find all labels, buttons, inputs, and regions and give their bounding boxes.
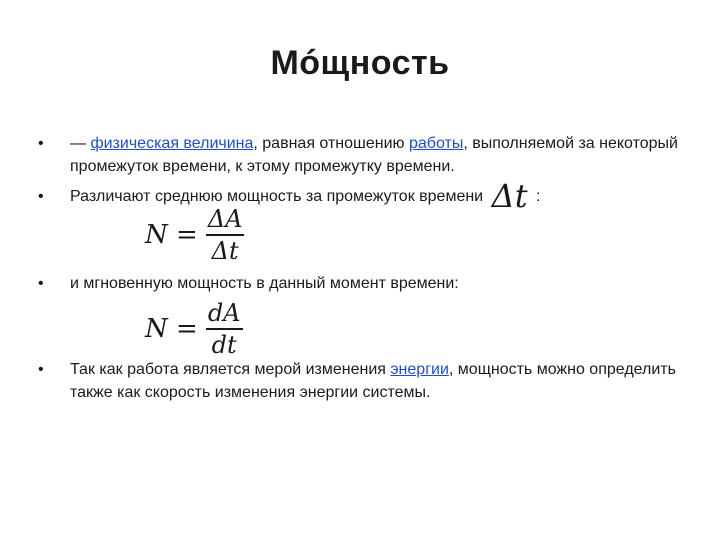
formula-lhs: N = [145,314,198,344]
formula-average-power [145,204,244,266]
formula-numerator: dA [207,299,241,327]
delta-t-symbol: Δt [491,177,528,215]
average-power-text: Различают среднюю мощность за промежуток времени [70,188,484,205]
instant-power-text: и мгновенную мощность в данный момент времени: [70,275,459,292]
energy-prefix: Так как работа является мерой изменения [70,361,391,378]
bullet-marker: • [38,361,44,378]
definition-prefix: — [70,135,91,152]
link-work[interactable]: работы [408,135,464,152]
formula-denominator: dt [211,331,237,359]
definition-suffix: , выполняемой за некоторый промежуток времени, к этому промежутку времени. [70,135,678,175]
bullet-definition [38,132,680,178]
formula-numerator: ΔA [207,205,243,233]
formula-fraction [206,298,243,360]
formula-lhs: N = [145,220,198,250]
link-physical-quantity[interactable]: физическая величина [90,135,254,152]
bullet-instant-power [38,272,680,295]
bullet-marker: • [38,188,44,205]
definition-middle: , равная отношению [253,135,409,152]
formula-fraction [206,204,245,266]
slide-title: Мóщность [270,44,450,82]
bullet-energy [38,358,680,404]
energy-suffix: , мощность можно определить также как скорость изменения энергии системы. [70,361,676,401]
formula-denominator: Δt [211,237,239,265]
formula-instant-power [145,298,243,360]
bullet-marker: • [38,275,44,292]
bullet-marker: • [38,135,44,152]
average-power-colon: : [536,188,541,205]
link-energy[interactable]: энергии [390,361,449,378]
